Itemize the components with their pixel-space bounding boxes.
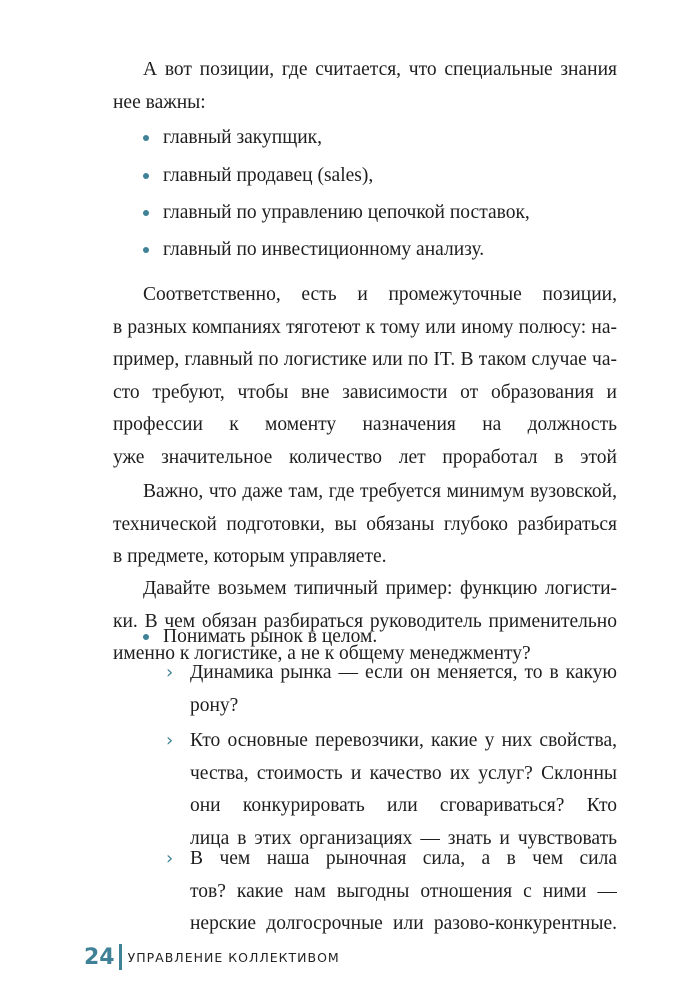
page-footer [84, 942, 340, 972]
text-line: они конкурировать или сговариваться? Кто [190, 795, 617, 816]
text-line: Динамика рынка — если он меняется, то в какую [190, 662, 617, 683]
text-line: Кто основные перевозчики, какие у них свойства, [190, 730, 617, 751]
list-item [143, 234, 617, 267]
text-line: чества, стоимость и качество их услуг? Склонны [190, 762, 617, 784]
text-line: тов? какие нам выгодны отношения с ними — [190, 880, 617, 902]
text-line: Соответственно, есть и промежуточные позиции, [143, 284, 617, 305]
list-item [143, 621, 617, 654]
chevron-right-icon: › [166, 662, 174, 683]
bullet-icon [143, 210, 149, 216]
bullet-icon [143, 135, 149, 141]
text-line: профессии к моменту назначения на должность [113, 414, 617, 435]
bullet-icon [143, 247, 149, 253]
text-line: уже значительное количество лет проработал в этой [113, 446, 617, 468]
paragraph-2 [113, 279, 617, 474]
text-line: рону? [190, 694, 239, 716]
text-line: сто требуют, чтобы вне зависимости от образования и [113, 381, 617, 403]
footer-divider [119, 944, 122, 970]
text-line: В чем наша рыночная сила, а в чем сила [190, 848, 617, 869]
paragraph-1 [113, 54, 617, 119]
sub-list-item [166, 843, 617, 941]
text-line: Давайте возьмем типичный пример: функцию логисти- [143, 578, 617, 599]
text-line: А вот позиции, где считается, что специальные знания [143, 59, 617, 80]
text-line: в разных компаниях тяготеют к тому или иному полюсу: на- [113, 316, 617, 338]
text-line: лица в этих организациях — знать и чувствовать [190, 827, 617, 849]
running-title: УПРАВЛЕНИЕ КОЛЛЕКТИВОМ [127, 949, 340, 965]
list-item-text: главный по инвестиционному анализу. [163, 239, 485, 260]
bullet-icon [143, 173, 149, 179]
text-line: именно к логистике, а не к общему менеджменту? [113, 643, 531, 664]
bullet-icon [143, 634, 149, 640]
text-line: пример, главный по логистике или по IT. В таком случае ча- [113, 349, 617, 370]
text-line: нее важны: [113, 91, 206, 113]
text-line: в предмете, которым управляете. [113, 546, 387, 567]
list-item-text: Понимать рынок в целом. [163, 626, 378, 647]
list-item-text: главный продавец (sales), [163, 165, 374, 186]
list-item [143, 197, 617, 230]
text-line: Важно, что даже там, где требуется минимум вузовской, [143, 481, 617, 502]
text-line: нерские долгосрочные или разово-конкурентные. [190, 913, 617, 934]
paragraph-3 [113, 476, 617, 574]
list-item [143, 160, 617, 193]
chevron-right-icon: › [166, 848, 174, 869]
text-line: ки. В чем обязан разбираться руководитель применительно [113, 610, 617, 632]
chevron-right-icon: › [166, 730, 174, 751]
sub-list-item [166, 657, 617, 722]
list-item-text: главный закупщик, [163, 127, 322, 148]
page-number: 24 [84, 944, 115, 970]
list-item-text: главный по управлению цепочкой поставок, [163, 202, 530, 223]
text-line: технической подготовки, вы обязаны глубоко разбираться [113, 513, 617, 535]
list-item [143, 122, 617, 155]
sub-list-item [166, 725, 617, 855]
